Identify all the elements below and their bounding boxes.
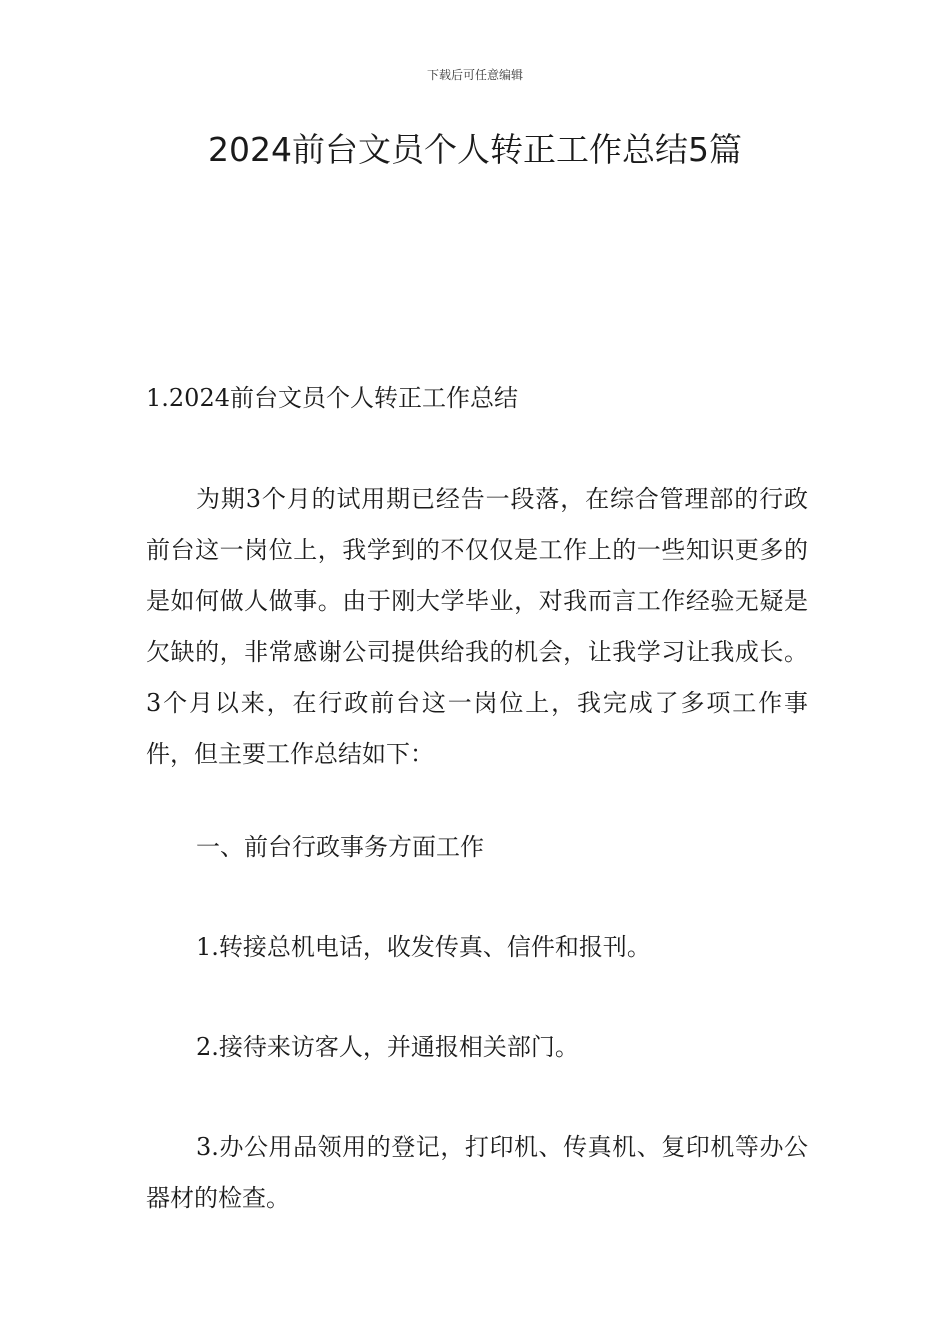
- list-item-1: 1.转接总机电话，收发传真、信件和报刊。: [196, 933, 651, 961]
- intro-paragraph: 为期3个月的试用期已经告一段落，在综合管理部的行政前台这一岗位上，我学到的不仅仅是工作上的一些知识更多的是如何做人做事。由于刚大学毕业，对我而言工作经验无疑是欠缺的，非常感谢公司提供给我的机会，让我学习让我成长。3个月以来，在行政前台这一岗位上，我完成了多项工作事件，但主要工作总结如下：: [146, 485, 808, 768]
- list-item-3: 3.办公用品领用的登记，打印机、传真机、复印机等办公器材的检查。: [146, 1133, 808, 1212]
- list-item-2: 2.接待来访客人，并通报相关部门。: [196, 1033, 579, 1061]
- section-heading: 1.2024前台文员个人转正工作总结: [146, 384, 518, 412]
- subheading-paragraph: 一、前台行政事务方面工作: [196, 833, 484, 861]
- header-note: 下载后可任意编辑: [426, 68, 523, 82]
- document-title: 2024前台文员个人转正工作总结5篇: [208, 130, 742, 169]
